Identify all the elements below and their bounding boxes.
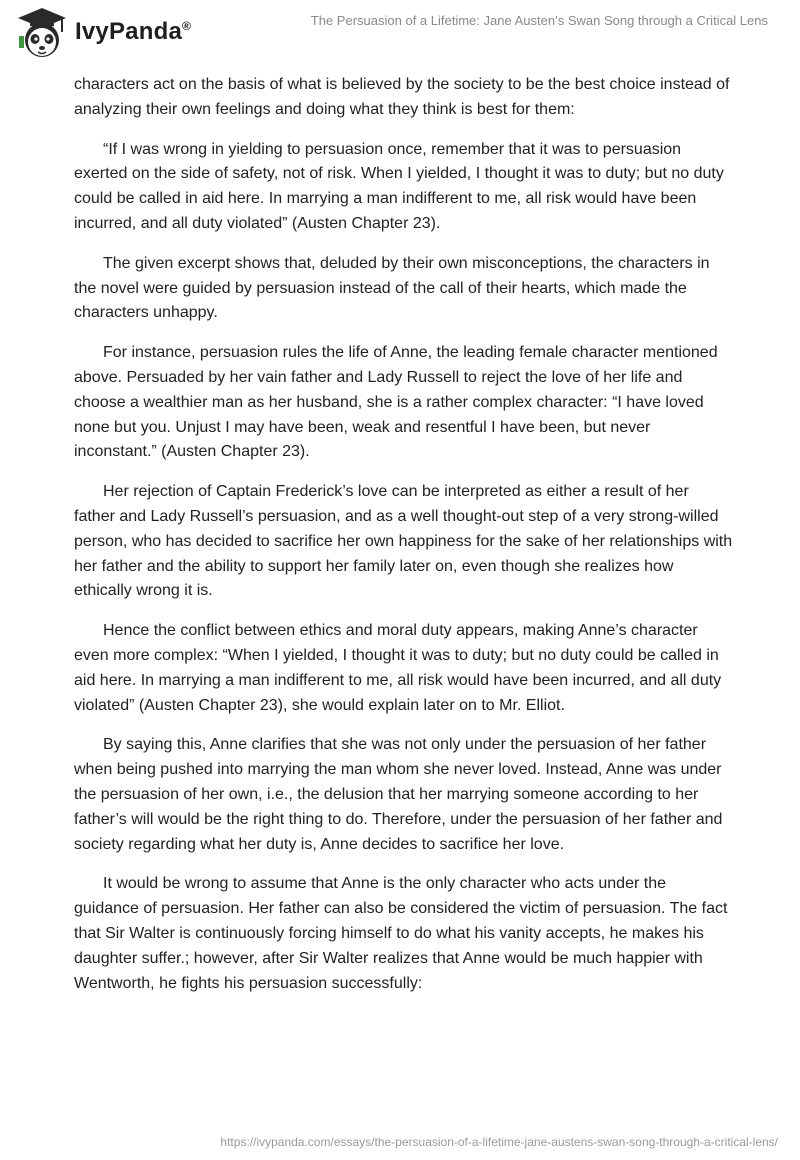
paragraph: It would be wrong to assume that Anne is the only character who acts under the guidance of persuasion. Her father can also be considered the victim of persuasion. The fact that Sir Walter is continuously forcing himself to do what his vanity accepts, he makes his daughter suffer.; however, after Sir Walter realizes that Anne would be much happier with Wentworth, he fights his persuasion successfully:: [74, 875, 728, 992]
paragraph: “If I was wrong in yielding to persuasion once, remember that it was to persuasion exerted on the side of safety, not of risk. When I yielded, I thought it was to duty; but no duty could be called in aid here. In marrying a man indifferent to me, all risk would have been incurred, and all duty violated” (Austen Chapter 23).: [74, 140, 724, 232]
brand-name: IvyPanda®: [75, 18, 192, 45]
paragraph: The given excerpt shows that, deluded by their own misconceptions, the characters in the novel were guided by persuasion instead of the call of their hearts, which made the characters unhappy.: [74, 254, 710, 322]
panda-logo-icon: [12, 6, 72, 62]
paragraph: For instance, persuasion rules the life of Anne, the leading female character mentioned above. Persuaded by her vain father and Lady Russell to reject the love of her life and choose a wealthier man as her husband, she is a rather complex character: “I have loved none but you. Unjust I may have been, weak and resentful I have been, but never inconstant.” (Austen Chapter 23).: [74, 344, 718, 461]
paragraph: Her rejection of Captain Frederick’s love can be interpreted as either a result of her father and Lady Russell’s persuasion, and as a well thought-out step of a very strong-willed person, who has decided to sacrifice her own happiness for the sake of her relationships with her father and the ability to support her family later on, even though she realizes how ethically wrong it is.: [74, 483, 733, 600]
brand-logo[interactable]: [12, 6, 212, 62]
paragraph: By saying this, Anne clarifies that she was not only under the persuasion of her father when being pushed into marrying the man whom she never loved. Instead, Anne was under the persuasion of her own, i.e., the delusion that her marrying someone according to her father’s will would be the right thing to do. Therefore, under the persuasion of her father and society regarding what her duty is, Anne decides to sacrifice her love.: [74, 736, 723, 853]
paragraph: Hence the conflict between ethics and moral duty appears, making Anne’s character even more complex: “When I yielded, I thought it was to duty; but no duty could be called in aid here. In marrying a man indifferent to me, all risk would have been incurred, and all duty violated” (Austen Chapter 23), she would explain later on to Mr. Elliot.: [74, 622, 722, 714]
source-url[interactable]: https://ivypanda.com/essays/the-persuasion-of-a-lifetime-jane-austens-swan-song-through-a-critical-lens/: [220, 1135, 778, 1149]
paragraph: characters act on the basis of what is believed by the society to be the best choice instead of analyzing their own feelings and doing what they think is best for them:: [74, 76, 730, 118]
document-title: The Persuasion of a Lifetime: Jane Austen’s Swan Song through a Critical Lens: [310, 13, 768, 28]
page-header: [0, 0, 800, 70]
essay-body: [74, 73, 734, 1011]
